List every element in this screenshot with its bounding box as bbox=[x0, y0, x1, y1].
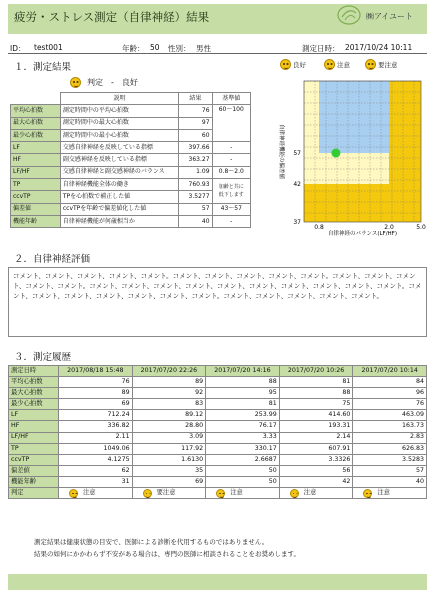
result-desc: 自律神経機能が何歳相当か bbox=[60, 215, 178, 227]
history-label: ccvTP bbox=[9, 454, 59, 465]
result-row bbox=[11, 166, 251, 178]
history-judge: 注意 bbox=[206, 488, 280, 499]
result-value: 760.93 bbox=[179, 179, 212, 191]
history-value: 84 bbox=[353, 377, 427, 388]
history-value: 96 bbox=[353, 388, 427, 399]
history-value: 95 bbox=[206, 388, 280, 399]
history-value: 76 bbox=[59, 377, 133, 388]
history-label: HF bbox=[9, 421, 59, 432]
history-judge: 注意 bbox=[353, 488, 427, 499]
history-label: LF/HF bbox=[9, 432, 59, 443]
result-label: 偏差値 bbox=[11, 203, 61, 215]
legend-caution: 注意 bbox=[324, 59, 350, 70]
history-value: 81 bbox=[206, 399, 280, 410]
result-ref: 加齢と共に 低下します bbox=[212, 179, 250, 204]
history-value: 28.80 bbox=[132, 421, 206, 432]
result-value: 363.27 bbox=[179, 154, 212, 166]
frown-face-icon bbox=[365, 59, 376, 70]
result-desc: 交感自律神経を反映している指標 bbox=[60, 142, 178, 154]
history-value: 50 bbox=[206, 476, 280, 487]
result-desc: 測定時間中の平均心拍数 bbox=[60, 105, 178, 117]
history-value: 89 bbox=[59, 388, 133, 399]
history-value: 712.24 bbox=[59, 410, 133, 421]
header-divider bbox=[8, 53, 427, 54]
history-row bbox=[9, 465, 427, 476]
history-value: 3.3326 bbox=[279, 454, 353, 465]
history-value: 76.17 bbox=[206, 421, 280, 432]
history-value: 89.12 bbox=[132, 410, 206, 421]
y-axis-label: 自律神経機能の偏差値 bbox=[278, 123, 284, 180]
neutral-face-icon bbox=[363, 489, 372, 498]
history-label: LF bbox=[9, 410, 59, 421]
history-value: 1.6130 bbox=[132, 454, 206, 465]
report-title: 疲労・ストレス測定（自律神経）結果 bbox=[14, 10, 210, 24]
history-value: 4.1275 bbox=[59, 454, 133, 465]
history-date: 2017/07/20 14:16 bbox=[206, 366, 280, 377]
history-value: 50 bbox=[206, 465, 280, 476]
neutral-face-icon bbox=[69, 489, 78, 498]
x-tick-label: 0.8 bbox=[314, 224, 324, 231]
age-label: 年齢： bbox=[122, 44, 145, 53]
result-row bbox=[11, 203, 251, 215]
history-value: 88 bbox=[206, 377, 280, 388]
history-value: 40 bbox=[353, 476, 427, 487]
id-value: test001 bbox=[34, 43, 63, 52]
history-value: 56 bbox=[279, 465, 353, 476]
history-row bbox=[9, 410, 427, 421]
result-ref: 60～100 bbox=[212, 105, 250, 142]
history-value: 253.99 bbox=[206, 410, 280, 421]
history-label: 判定 bbox=[9, 488, 59, 499]
history-row bbox=[9, 443, 427, 454]
result-value: 60 bbox=[179, 129, 212, 141]
history-label: 偏差値 bbox=[9, 465, 59, 476]
history-value: 336.82 bbox=[59, 421, 133, 432]
history-value: 75 bbox=[279, 399, 353, 410]
header-desc: 説明 bbox=[60, 93, 178, 105]
result-label: 機能年齢 bbox=[11, 215, 61, 227]
result-label: 最少心拍数 bbox=[11, 129, 61, 141]
balance-chart bbox=[258, 76, 426, 237]
result-ref: - bbox=[212, 142, 250, 154]
header-blank bbox=[11, 93, 61, 105]
result-row bbox=[11, 142, 251, 154]
result-value: 97 bbox=[179, 117, 212, 129]
history-value: 42 bbox=[279, 476, 353, 487]
history-value: 89 bbox=[132, 377, 206, 388]
result-label: 最大心拍数 bbox=[11, 117, 61, 129]
id-label: ID： bbox=[10, 44, 26, 53]
result-ref: - bbox=[212, 154, 250, 166]
section1-title: １．測定結果 bbox=[14, 62, 72, 73]
neutral-face-icon bbox=[143, 489, 152, 498]
history-label: 最大心拍数 bbox=[9, 388, 59, 399]
history-value: 2.11 bbox=[59, 432, 133, 443]
history-judge: 要注意 bbox=[132, 488, 206, 499]
note-line-1: 測定結果は健康状態の目安で、医師による診断を代用するものではありません。 bbox=[34, 538, 269, 546]
neutral-face-icon bbox=[290, 489, 299, 498]
history-row bbox=[9, 377, 427, 388]
result-row bbox=[11, 215, 251, 227]
result-desc: 測定時間中の最大心拍数 bbox=[60, 117, 178, 129]
y-tick-label: 42 bbox=[293, 181, 301, 188]
judgement bbox=[70, 77, 138, 88]
result-desc: ccvTPを年齢で偏差値化した値 bbox=[60, 203, 178, 215]
history-value: 69 bbox=[59, 399, 133, 410]
result-row bbox=[11, 105, 251, 117]
header-ref: 基準値 bbox=[212, 93, 250, 105]
history-date: 2017/07/20 10:14 bbox=[353, 366, 427, 377]
legend-warning: 要注意 bbox=[365, 59, 398, 70]
judgement-label: 判定 - 良好 bbox=[87, 78, 138, 87]
result-value: 1.09 bbox=[179, 166, 212, 178]
result-label: LF/HF bbox=[11, 166, 61, 178]
result-value: 40 bbox=[179, 215, 212, 227]
history-date: 2017/07/20 22:26 bbox=[132, 366, 206, 377]
result-label: LF bbox=[11, 142, 61, 154]
history-table bbox=[8, 365, 427, 499]
result-value: 57 bbox=[179, 203, 212, 215]
date-label: 測定日時： bbox=[302, 44, 340, 53]
result-label: 平均心拍数 bbox=[11, 105, 61, 117]
result-desc: TPを心拍数で補正した値 bbox=[60, 191, 178, 203]
result-desc: 自律神経機能全体の働き bbox=[60, 179, 178, 191]
history-value: 92 bbox=[132, 388, 206, 399]
history-value: 2.6687 bbox=[206, 454, 280, 465]
history-value: 3.33 bbox=[206, 432, 280, 443]
history-row bbox=[9, 421, 427, 432]
result-value: 3.5277 bbox=[179, 191, 212, 203]
date-value: 2017/10/24 10:11 bbox=[345, 43, 413, 52]
result-ref: 43～57 bbox=[212, 203, 250, 215]
history-value: 2.83 bbox=[353, 432, 427, 443]
neutral-face-icon bbox=[324, 59, 335, 70]
result-label: ccvTP bbox=[11, 191, 61, 203]
history-value: 3.5283 bbox=[353, 454, 427, 465]
result-row bbox=[11, 179, 251, 191]
result-label: TP bbox=[11, 179, 61, 191]
result-table-header bbox=[11, 93, 251, 105]
footer-bar bbox=[8, 574, 427, 590]
history-value: 35 bbox=[132, 465, 206, 476]
history-value: 117.92 bbox=[132, 443, 206, 454]
result-label: HF bbox=[11, 154, 61, 166]
legend-good: 良好 bbox=[280, 59, 306, 70]
history-value: 163.73 bbox=[353, 421, 427, 432]
smile-face-icon bbox=[280, 59, 291, 70]
history-value: 88 bbox=[279, 388, 353, 399]
history-value: 193.31 bbox=[279, 421, 353, 432]
history-value: 76 bbox=[353, 399, 427, 410]
smile-face-icon bbox=[70, 77, 81, 88]
history-date: 2017/07/20 10:26 bbox=[279, 366, 353, 377]
company-logo-icon bbox=[336, 4, 362, 26]
history-label: 最少心拍数 bbox=[9, 399, 59, 410]
y-tick-label: 37 bbox=[293, 219, 301, 226]
history-judge-row bbox=[9, 488, 427, 499]
x-axis-label: 自律神経のバランス(LF/HF) bbox=[327, 231, 398, 237]
history-row bbox=[9, 399, 427, 410]
neutral-face-icon bbox=[216, 489, 225, 498]
history-judge: 注意 bbox=[279, 488, 353, 499]
evaluation-comment: コメント、コメント、コメント、コメント、コメント。コメント、コメント、コメント、コメント、コメント。コメント、コメント、コメント、コメント、コメント。コメント、コメント、コメント、コメント、コメント、コメント、コメント、コメント、コメント、コメント。コメント、コメント、コメント、コメント、コメント、コメント、コメント。コメント、コメント、コメント、コメント、コメント。 bbox=[8, 267, 427, 337]
section3-title: ３．測定履歴 bbox=[14, 352, 72, 363]
history-value: 3.09 bbox=[132, 432, 206, 443]
result-value: 397.66 bbox=[179, 142, 212, 154]
company-name: ㈱アイユート bbox=[366, 12, 413, 21]
history-label: 機能年齢 bbox=[9, 476, 59, 487]
history-row bbox=[9, 388, 427, 399]
result-desc: 交感自律神経と副交感神経のバランス bbox=[60, 166, 178, 178]
history-value: 1049.06 bbox=[59, 443, 133, 454]
history-value: 330.17 bbox=[206, 443, 280, 454]
note-line-2: 結果の如何にかかわらず不安がある場合は、専門の医師に相談されることをお奨めします。 bbox=[34, 550, 300, 558]
history-value: 69 bbox=[132, 476, 206, 487]
x-tick-label: 5.0 bbox=[416, 224, 426, 231]
history-value: 463.09 bbox=[353, 410, 427, 421]
history-value: 57 bbox=[353, 465, 427, 476]
history-value: 607.91 bbox=[279, 443, 353, 454]
header-result: 結果 bbox=[179, 93, 212, 105]
history-date: 2017/08/18 15:48 bbox=[59, 366, 133, 377]
history-label: 測定日時 bbox=[9, 366, 59, 377]
sex-label: 性別： bbox=[168, 44, 191, 53]
history-value: 62 bbox=[59, 465, 133, 476]
history-date-row bbox=[9, 366, 427, 377]
y-tick-label: 57 bbox=[293, 150, 301, 157]
sex-value: 男性 bbox=[196, 44, 211, 53]
history-value: 31 bbox=[59, 476, 133, 487]
history-row bbox=[9, 476, 427, 487]
history-row bbox=[9, 432, 427, 443]
section2-title: ２．自律神経評価 bbox=[14, 254, 91, 265]
history-value: 414.60 bbox=[279, 410, 353, 421]
history-row bbox=[9, 454, 427, 465]
age-value: 50 bbox=[150, 43, 160, 52]
result-ref: 0.8～2.0 bbox=[212, 166, 250, 178]
result-ref: - bbox=[212, 215, 250, 227]
result-table bbox=[10, 92, 251, 228]
chart-point bbox=[331, 149, 340, 158]
history-value: 2.14 bbox=[279, 432, 353, 443]
history-value: 626.83 bbox=[353, 443, 427, 454]
history-judge: 注意 bbox=[59, 488, 133, 499]
history-value: 81 bbox=[279, 377, 353, 388]
history-label: TP bbox=[9, 443, 59, 454]
history-label: 平均心拍数 bbox=[9, 377, 59, 388]
result-row bbox=[11, 154, 251, 166]
result-value: 76 bbox=[179, 105, 212, 117]
result-desc: 副交感神経を反映している指標 bbox=[60, 154, 178, 166]
history-value: 83 bbox=[132, 399, 206, 410]
x-tick-label: 2.0 bbox=[384, 224, 394, 231]
result-desc: 測定時間中の最小心拍数 bbox=[60, 129, 178, 141]
